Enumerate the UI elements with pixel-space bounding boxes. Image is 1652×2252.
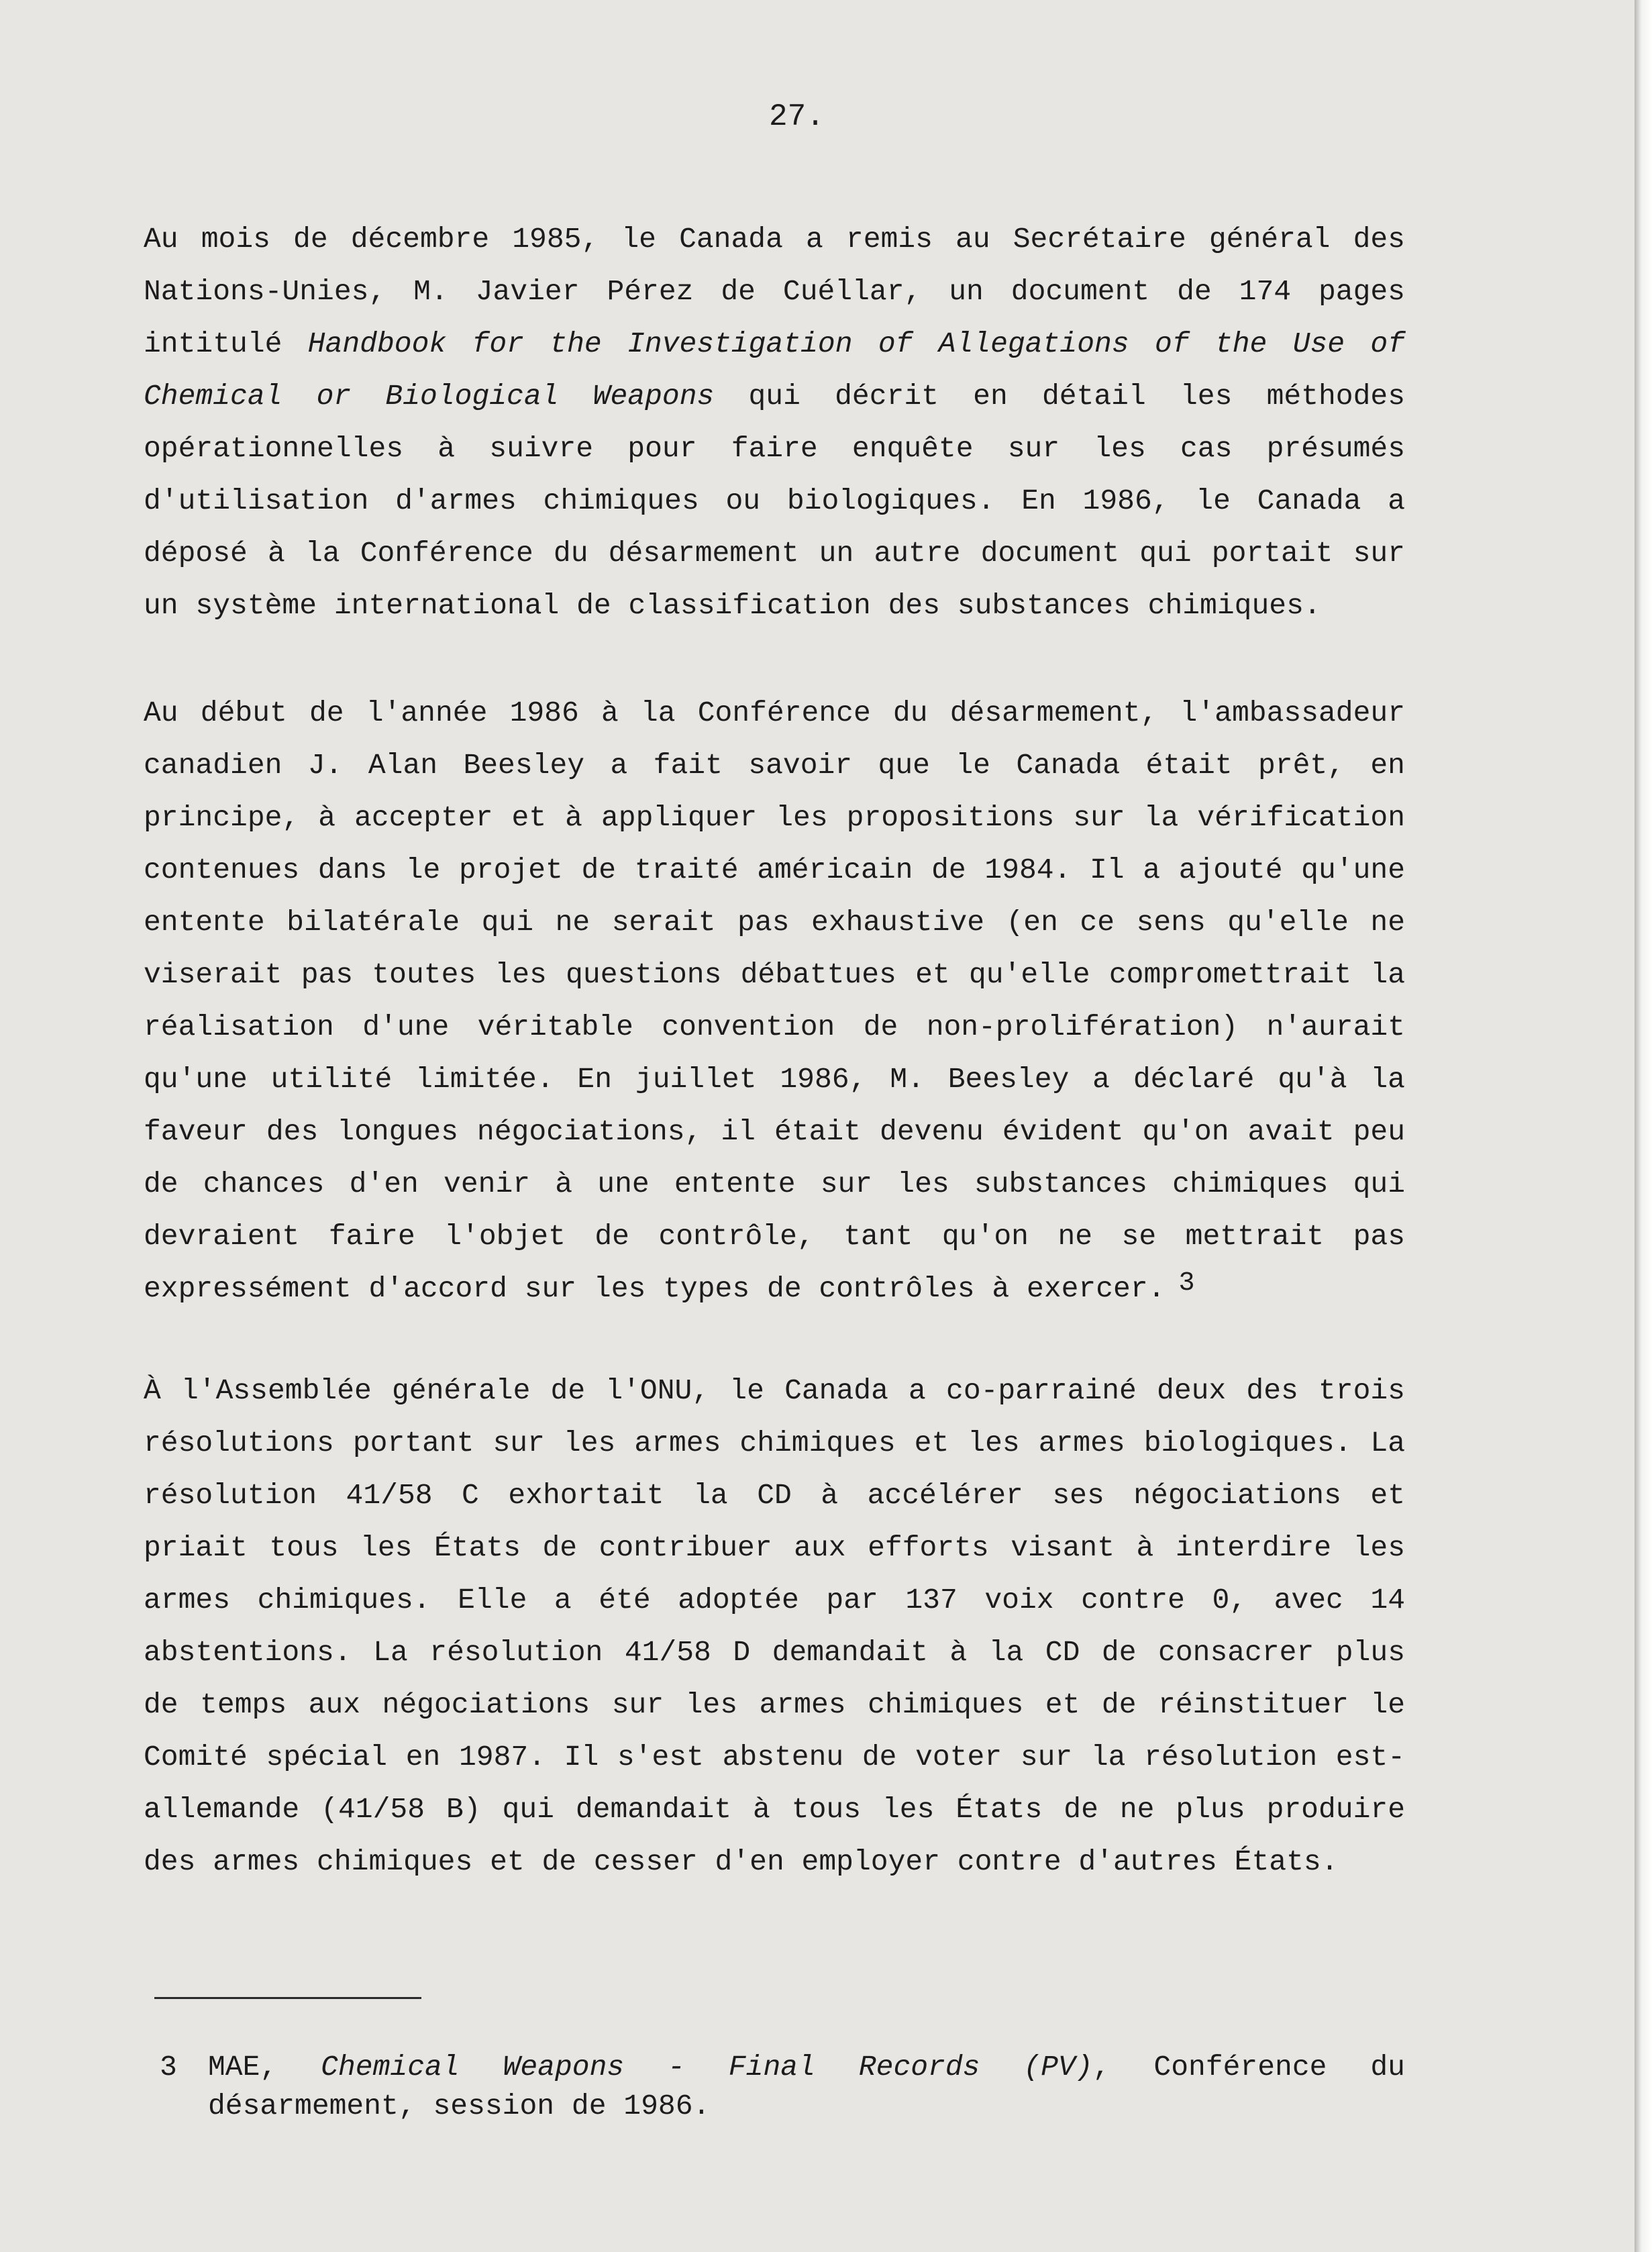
footnote-number: 3 xyxy=(160,2051,177,2084)
footnote-divider xyxy=(154,1997,421,1999)
paragraph-un-resolutions xyxy=(144,1365,1405,1888)
paragraph-handbook-document xyxy=(144,213,1405,632)
footnote-source-title: Chemical Weapons - Final Records (PV) xyxy=(321,2051,1093,2084)
footnote-text xyxy=(208,2048,1405,2126)
text-segment: Au début de l'année 1986 à la Conférence du désarmement, l'ambassadeur canadien J. Alan Beesley a fait savoir que le Canada était prêt, en principe, à accepter et à appliquer les propositions sur la vérification contenues dans le projet de traité américain de 1984. Il a ajouté qu'une entente bilatérale qui ne serait pas exhaustive (en ce sens qu'elle ne viserait pas toutes les questions débattues et qu'elle compromettrait la réalisation d'une véritable convention de non-prolifération) n'aurait qu'une utilité limitée. En juillet 1986, M. Beesley a déclaré qu'à la faveur des longues négociations, il était devenu évident qu'on avait peu de chances d'en venir à une entente sur les substances chimiques qui devraient faire l'objet de contrôle, tant qu'on ne se mettrait pas expressément d'accord sur les types de contrôles à exercer. xyxy=(144,697,1405,1305)
page-number: 27. xyxy=(769,99,825,134)
page-edge xyxy=(1635,0,1652,2252)
footnote xyxy=(160,2048,1405,2126)
text-segment: qui décrit en détail les méthodes opérationnelles à suivre pour faire enquête sur les cas présumés d'utilisation d'armes chimiques ou biologiques. En 1986, le Canada a déposé à la Conférence du désarmement un autre document qui portait sur un système international de classification des substances chimiques. xyxy=(144,380,1405,622)
handbook-title: Handbook for the Investigation of Allegations of the Use of Chemical or Biological Weapons xyxy=(144,327,1405,413)
footnote-reference: 3 xyxy=(1178,1268,1195,1298)
text-segment: MAE, xyxy=(208,2051,321,2084)
paragraph-beesley-statement xyxy=(144,687,1405,1317)
text-segment: , Conférence du désarmement, session de 1986. xyxy=(208,2051,1405,2122)
text-segment: Au mois de décembre 1985, le Canada a remis au Secrétaire général des Nations-Unies, M. Javier Pérez de Cuéllar, un document de 174 pages intitulé xyxy=(144,223,1405,360)
text-segment: À l'Assemblée générale de l'ONU, le Canada a co-parrainé deux des trois résolutions portant sur les armes chimiques et les armes biologiques. La résolution 41/58 C exhortait la CD à accélérer ses négociations et priait tous les États de contribuer aux efforts visant à interdire les armes chimiques. Elle a été adoptée par 137 voix contre 0, avec 14 abstentions. La résolution 41/58 D demandait à la CD de consacrer plus de temps aux négociations sur les armes chimiques et de réinstituer le Comité spécial en 1987. Il s'est abstenu de voter sur la résolution est-allemande (41/58 B) qui demandait à tous les États de ne plus produire des armes chimiques et de cesser d'en employer contre d'autres États. xyxy=(144,1374,1405,1878)
